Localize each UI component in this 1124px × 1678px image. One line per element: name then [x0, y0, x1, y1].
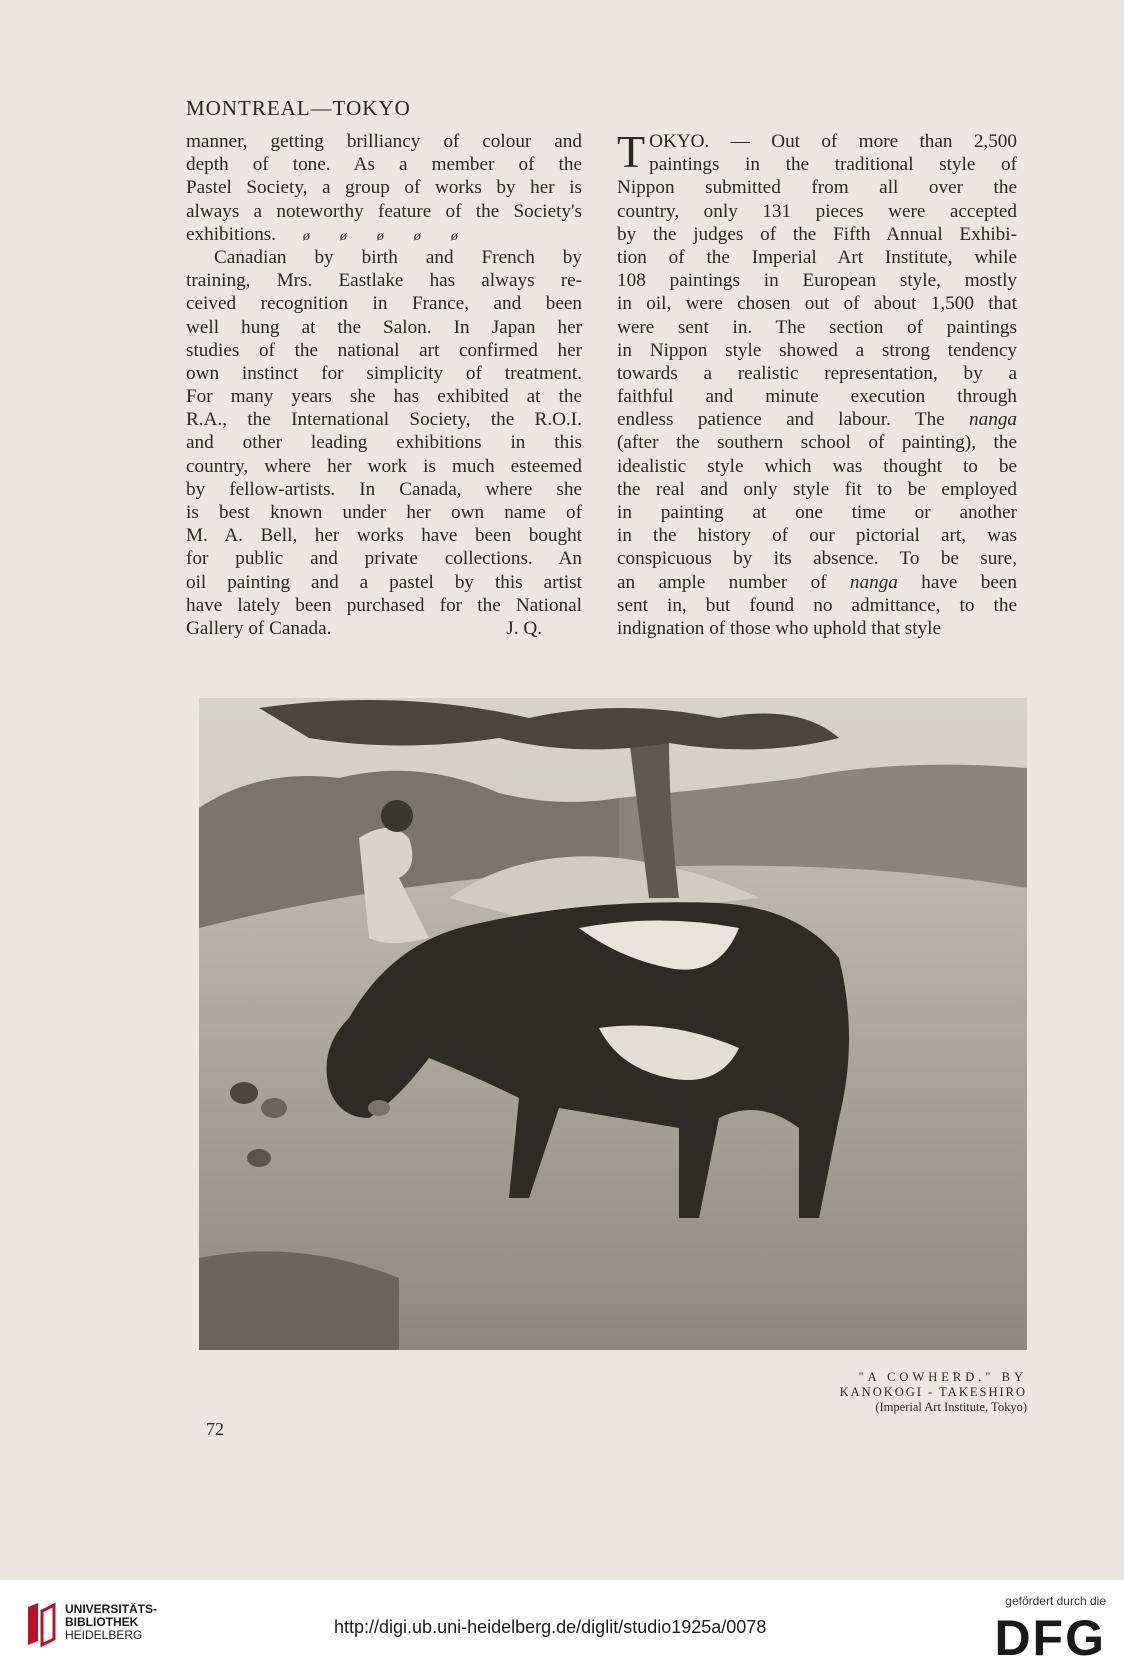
text-line: own instinct for simplicity of treatment. — [186, 362, 582, 384]
text-line: Nippon submitted from all over the — [617, 177, 1017, 199]
painting-illustration — [199, 698, 1027, 1350]
library-name — [65, 1603, 157, 1642]
page-number: 72 — [206, 1419, 224, 1439]
text-line: in Nippon style showed a strong tendency — [617, 339, 1017, 361]
text-line: well hung at the Salon. In Japan her — [186, 316, 582, 338]
text-line — [617, 571, 1017, 594]
italic-term: nanga — [969, 409, 1017, 431]
painting-plate — [199, 698, 1027, 1350]
text-line: For many years she has exhibited at the — [186, 386, 582, 408]
chicken — [261, 1098, 287, 1118]
chicken — [230, 1082, 258, 1104]
text-line: manner, getting brilliancy of colour and — [186, 131, 582, 152]
text-line: in oil, were chosen out of about 1,500 that — [617, 293, 1017, 315]
left-column — [186, 130, 582, 640]
text-line: sent in, but found no admittance, to the — [617, 594, 1017, 616]
italic-term: nanga — [849, 571, 898, 593]
text-line: faithful and minute execution through — [617, 386, 1017, 408]
author-signature: J. Q. — [506, 617, 542, 639]
cowherd-head — [381, 800, 413, 832]
caption-title: "A COWHERD." BY — [858, 1370, 1027, 1384]
caption-artist: KANOKOGI - TAKESHIRO — [839, 1385, 1027, 1399]
text-line: ceived recognition in France, and been — [186, 293, 582, 315]
footer-bar — [0, 1580, 1124, 1678]
right-column — [617, 126, 1017, 640]
text-line: depth of tone. As a member of the — [186, 154, 582, 176]
text-fragment: Gallery of Canada. — [186, 617, 332, 639]
ornament-row — [303, 225, 458, 248]
leaf-ornament-icon: ø — [376, 228, 384, 244]
text-line: by the judges of the Fifth Annual Exhibi- — [617, 223, 1017, 245]
permalink[interactable]: http://digi.ub.uni-heidelberg.de/diglit/studio1925a/0078 — [334, 1617, 767, 1637]
text-line: Canadian by birth and French by — [214, 246, 582, 268]
text-line: by fellow-artists. In Canada, where she — [186, 478, 582, 500]
text-line: country, where her work is much esteemed — [186, 455, 582, 477]
text-line: Pastel Society, a group of works by her is — [186, 177, 582, 199]
dfg-logo: DFG — [994, 1610, 1106, 1666]
text-line: indignation of those who uphold that style — [617, 617, 942, 639]
library-name-line: HEIDELBERG — [65, 1628, 143, 1642]
text-line: in painting at one time or another — [617, 502, 1017, 523]
text-line — [617, 408, 1017, 431]
text-line — [186, 223, 582, 246]
text-line: conspicuous by its absence. To be sure, — [617, 548, 1017, 570]
text-line: paintings in the traditional style of — [649, 154, 1017, 176]
university-library-logo-icon — [24, 1601, 58, 1651]
leaf-ornament-icon: ø — [450, 228, 458, 244]
text-line: have lately been purchased for the National — [186, 594, 582, 616]
text-line: OKYO. — Out of more than 2,500 — [649, 131, 1017, 152]
text-line: studies of the national art confirmed her — [186, 339, 582, 361]
opening-block — [617, 126, 1017, 177]
library-name-line: UNIVERSITÄTS- — [65, 1602, 158, 1616]
text-line: towards a realistic representation, by a — [617, 362, 1017, 384]
text-fragment: exhibitions. — [186, 223, 277, 245]
text-line: were sent in. The section of paintings — [617, 316, 1017, 338]
text-line: R.A., the International Society, the R.O.I. — [186, 409, 582, 431]
text-fragment: an ample number of — [617, 571, 850, 593]
text-line: (after the southern school of painting), the — [617, 432, 1017, 454]
leaf-ornament-icon: ø — [413, 228, 421, 244]
leaf-ornament-icon: ø — [302, 228, 310, 244]
text-line: idealistic style which was thought to be — [617, 455, 1017, 477]
figure-caption — [780, 1370, 1027, 1415]
text-line: is best known under her own name of — [186, 502, 582, 523]
text-line: in the history of our pictorial art, was — [617, 525, 1017, 547]
drop-cap: T — [617, 126, 646, 177]
text-line: for public and private collections. An — [186, 548, 582, 570]
text-line: oil painting and a pastel by this artist — [186, 571, 582, 593]
text-line: the real and only style fit to be employed — [617, 478, 1017, 500]
leaf-ornament-icon: ø — [339, 228, 347, 244]
text-line: and other leading exhibitions in this — [186, 432, 582, 454]
text-line: training, Mrs. Eastlake has always re- — [186, 270, 582, 292]
library-name-line: BIBLIOTHEK — [65, 1615, 139, 1629]
text-line: always a noteworthy feature of the Society's — [186, 200, 582, 222]
signature-line — [186, 617, 582, 640]
text-fragment: have been — [897, 571, 1017, 593]
text-line: M. A. Bell, her works have been bought — [186, 525, 582, 547]
text-line: tion of the Imperial Art Institute, while — [617, 246, 1017, 268]
running-head: MONTREAL—TOKYO — [186, 96, 411, 120]
text-fragment: endless patience and labour. The — [617, 409, 970, 431]
text-line: 108 paintings in European style, mostly — [617, 270, 1017, 292]
text-line: country, only 131 pieces were accepted — [617, 200, 1017, 222]
caption-source: (Imperial Art Institute, Tokyo) — [875, 1400, 1027, 1414]
chicken — [368, 1100, 390, 1116]
chicken — [247, 1149, 271, 1167]
funded-by-label: gefördert durch die — [1005, 1594, 1106, 1608]
